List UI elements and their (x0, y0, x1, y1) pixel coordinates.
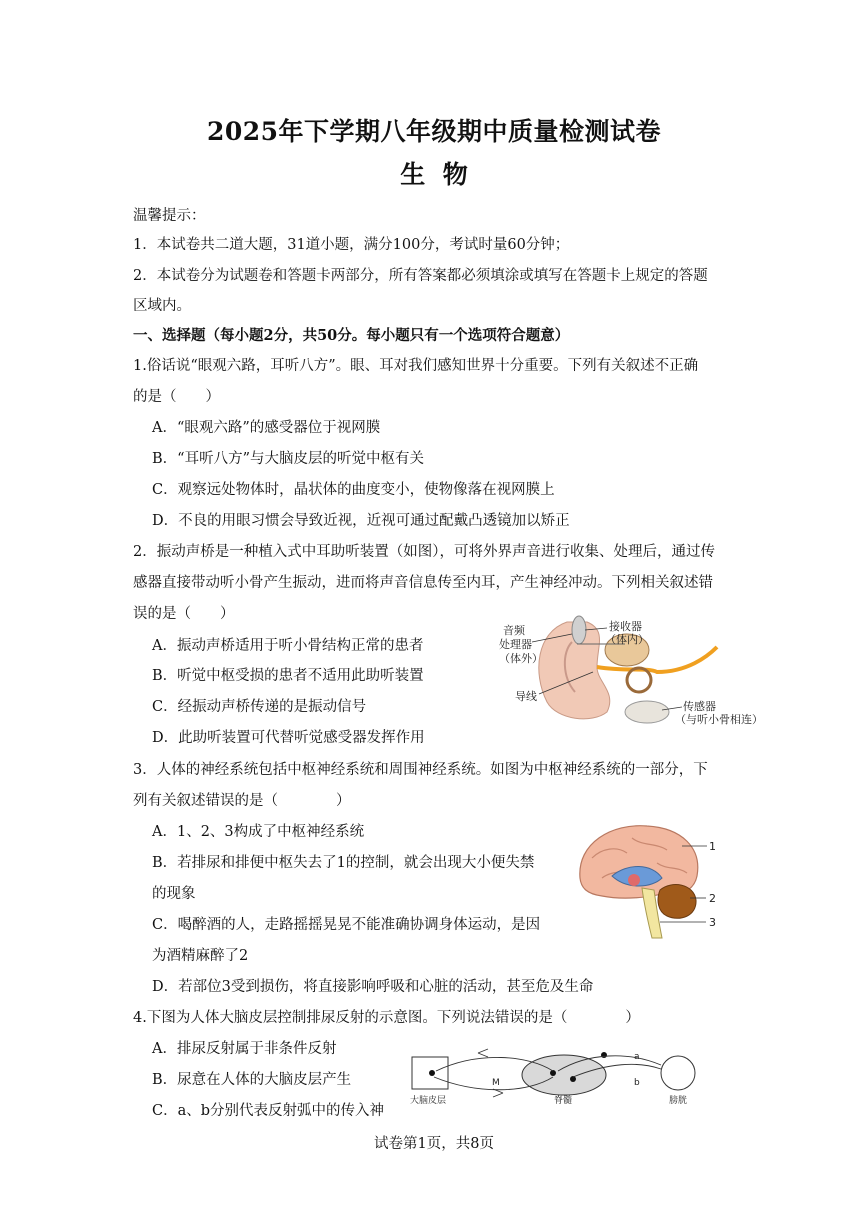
q1-option-d: D．不良的用眼习惯会导致近视，近视可通过配戴凸透镜加以矫正 (152, 513, 570, 529)
q4-option-c: C．a、b分别代表反射弧中的传入神 (152, 1103, 385, 1119)
q3-option-d: D．若部位3受到损伤，将直接影响呼吸和心脏的活动，甚至危及生命 (152, 979, 594, 995)
q1-option-a: A．“眼观六路”的感受器位于视网膜 (152, 420, 381, 436)
reflex-diagram (408, 1043, 708, 1107)
q1-stem-a: 1.俗话说“眼观六路，耳听八方”。眼、耳对我们感知世界十分重要。下列有关叙述不正确 (133, 358, 699, 374)
bladder-circle (661, 1056, 695, 1090)
q2-option-c: C．经振动声桥传递的是振动信号 (152, 699, 367, 715)
q3-option-a: A．1、2、3构成了中枢神经系统 (152, 824, 365, 840)
q1-option-b: B．“耳听八方”与大脑皮层的听觉中枢有关 (152, 451, 424, 467)
receiver-label-2: （体内） (605, 633, 649, 646)
audio-processor-device (572, 616, 586, 644)
sensory-ganglion (601, 1052, 607, 1058)
wire-label: 导线 (515, 690, 537, 703)
cochlea-shape (627, 668, 651, 692)
cerebellum-shape (658, 885, 696, 919)
q3-stem-a: 3．人体的神经系统包括中枢神经系统和周围神经系统。如图为中枢神经系统的一部分，下 (133, 762, 708, 778)
label-3: 3 (709, 916, 716, 929)
q2-option-b: B．听觉中枢受损的患者不适用此助听装置 (152, 668, 424, 684)
tips-heading: 温馨提示： (133, 208, 206, 224)
label-spinal: 脊髓 (554, 1096, 573, 1106)
thalamus-shape (628, 874, 640, 886)
q4-option-b: B．尿意在人体的大脑皮层产生 (152, 1072, 352, 1088)
sensor-label-1: 传感器 (683, 700, 716, 713)
page-footer: 试卷第1页，共8页 (374, 1136, 494, 1152)
q2-stem-a: 2．振动声桥是一种植入式中耳助听装置（如图），可将外界声音进行收集、处理后，通过传 (133, 544, 715, 560)
q2-option-d: D．此助听装置可代替听觉感受器发挥作用 (152, 730, 425, 746)
processor-label-1: 音频 (503, 624, 525, 637)
label-bladder: 膀胱 (669, 1096, 688, 1106)
receiver-label-1: 接收器 (609, 620, 642, 633)
q3-stem-b: 列有关叙述错误的是（ ） (133, 793, 351, 809)
q4-stem: 4.下图为人体大脑皮层控制排尿反射的示意图。下列说法错误的是（ ） (133, 1010, 640, 1026)
q3-option-c-1: C．喝醉酒的人，走路摇摇晃晃不能准确协调身体运动，是因 (152, 917, 541, 933)
spinal-cord-shape (522, 1055, 606, 1095)
label-b: b (634, 1078, 640, 1088)
ear-implant-figure (497, 612, 772, 732)
processor-label-3: （体外） (499, 652, 543, 665)
brain-figure (572, 818, 722, 940)
tips-line-1: 1．本试卷共二道大题，31道小题，满分100分，考试时量60分钟； (133, 237, 570, 253)
subject-title: 生 物 (400, 160, 468, 189)
q2-stem-b: 感器直接带动听小骨产生振动，进而将声音信息传至内耳，产生神经冲动。下列相关叙述错 (133, 575, 713, 591)
label-cortex: 大脑皮层 (410, 1096, 447, 1106)
processor-label-2: 处理器 (499, 638, 532, 651)
sensor-label-2: （与听小骨相连） (675, 713, 763, 726)
q2-stem-c: 误的是（ ） (133, 606, 235, 622)
tips-line-2b: 区域内。 (133, 298, 191, 314)
tips-line-2a: 2．本试卷分为试题卷和答题卡两部分，所有答案都必须填涂或填写在答题卡上规定的答题 (133, 268, 708, 284)
q2-option-a: A．振动声桥适用于听小骨结构正常的患者 (152, 638, 424, 654)
section-heading: 一、选择题（每小题2分，共50分。每小题只有一个选项符合题意） (133, 327, 570, 344)
label-2: 2 (709, 892, 716, 905)
label-1: 1 (709, 840, 716, 853)
q4-option-a: A．排尿反射属于非条件反射 (152, 1041, 337, 1057)
page-title: 2025年下学期八年级期中质量检测试卷 (206, 117, 662, 146)
q1-stem-b: 的是（ ） (133, 389, 220, 405)
arrow-up (478, 1049, 488, 1057)
cortex-neuron (429, 1070, 435, 1076)
q1-option-c: C．观察远处物体时，晶状体的曲度变小，使物像落在视网膜上 (152, 482, 555, 498)
q3-option-b-1: B．若排尿和排便中枢失去了1的控制，就会出现大小便失禁 (152, 855, 535, 871)
sensor-zoom-shape (625, 701, 669, 723)
label-m: M (492, 1078, 500, 1088)
label-a: a (634, 1052, 640, 1062)
q3-option-c-2: 为酒精麻醉了2 (152, 948, 249, 964)
q3-option-b-2: 的现象 (152, 886, 196, 902)
